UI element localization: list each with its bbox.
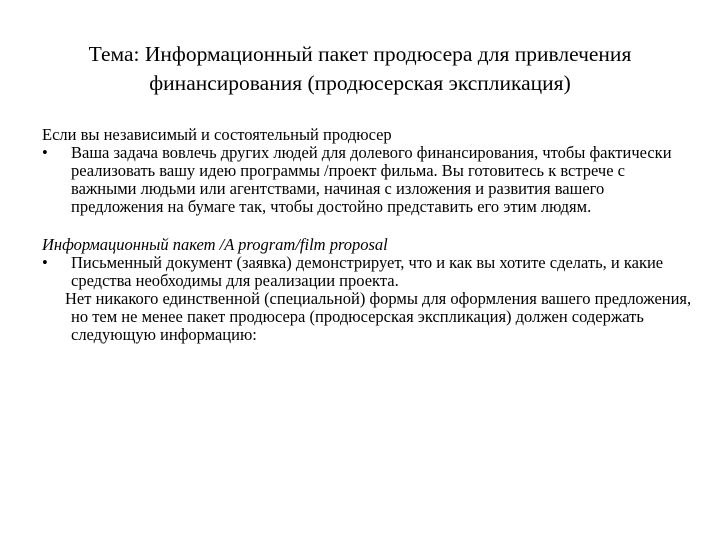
bullet-text-document: Письменный документ (заявка) демонстрирует, что и как вы хотите сделать, и какие средства необходимы для реализации проекта. — [71, 253, 664, 290]
spacer — [42, 216, 692, 236]
bullet-item-document — [42, 254, 692, 290]
bullet-marker: • — [42, 253, 48, 272]
bullet-marker: • — [42, 143, 48, 162]
section-heading-proposal: Информационный пакет /A program/film proposal — [42, 235, 388, 254]
follow-paragraph: Нет никакого единственной (специальной) формы для оформления вашего предложения, но тем не менее пакет продюсера (продюсерская экспликация) должен содержать следующую информацию: — [65, 289, 692, 344]
bullet-item-task — [42, 144, 692, 216]
intro-line: Если вы независимый и состоятельный продюсер — [42, 125, 392, 144]
bullet-text-task: Ваша задача вовлечь других людей для долевого финансирования, чтобы фактически реализовать вашу идею программы /проект фильма. Вы готовитесь к встрече с важными людьми или агентствами, начиная с изложения и развития вашего предложения на бумаге так, чтобы достойно представить его этим людям. — [71, 143, 672, 216]
slide-title: Тема: Информационный пакет продюсера для привлечения финансирования (продюсерская экспликация) — [88, 42, 632, 95]
slide-body — [42, 126, 692, 344]
